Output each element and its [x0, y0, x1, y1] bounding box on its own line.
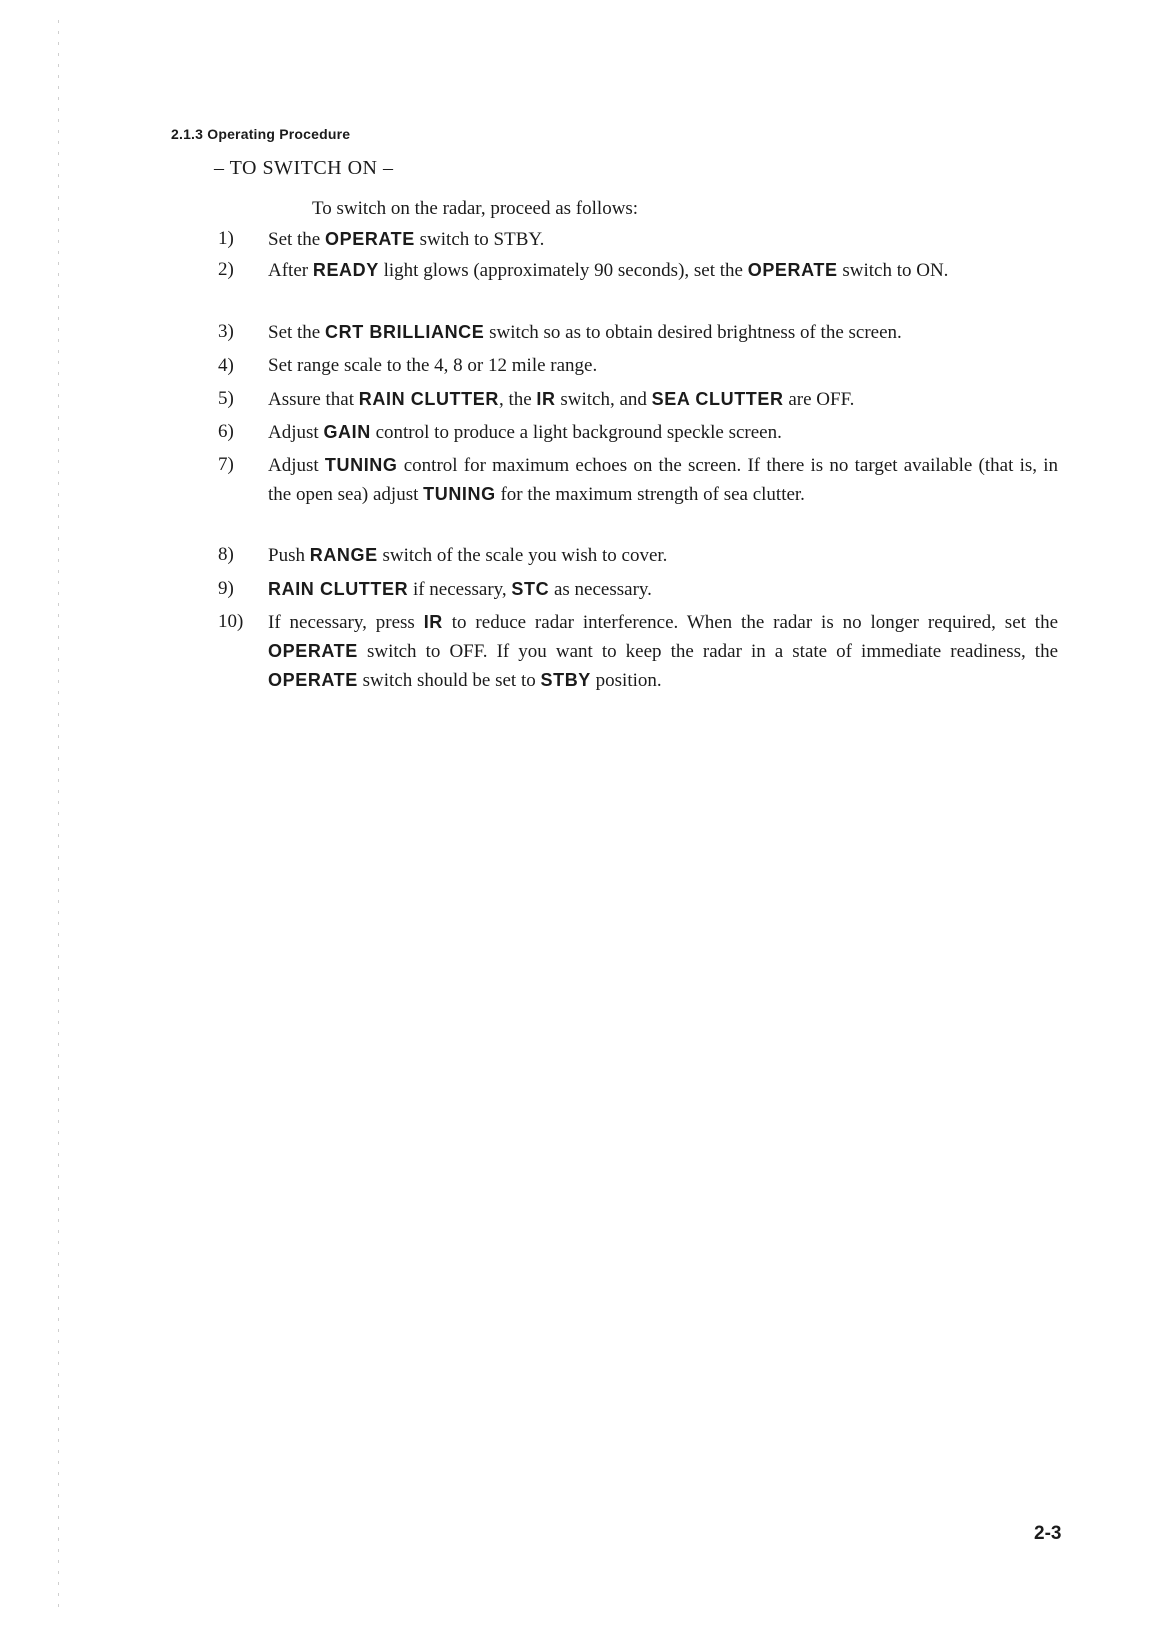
- step-text: [268, 575, 1058, 604]
- text-segment: , the: [498, 389, 537, 410]
- text-segment: switch, and: [555, 389, 652, 410]
- text-segment: control to produce a light background speckle screen.: [370, 422, 782, 443]
- text-segment: position.: [590, 670, 662, 691]
- control-name: IR: [536, 389, 556, 409]
- text-segment: If necessary, press: [268, 612, 424, 633]
- margin-scan-mark: [58, 20, 59, 1615]
- text-segment: switch should be set to: [357, 670, 541, 691]
- text-segment: Push: [268, 545, 310, 566]
- control-name: SEA CLUTTER: [651, 389, 784, 409]
- control-name: STBY: [540, 670, 591, 690]
- control-name: TUNING: [423, 484, 496, 504]
- control-name: TUNING: [324, 455, 398, 475]
- step-text: [268, 385, 1058, 414]
- text-segment: to reduce radar interference. When the radar is no longer required, set the: [442, 612, 1058, 633]
- text-segment: switch to STBY.: [414, 229, 545, 250]
- text-segment: Set the: [268, 322, 325, 343]
- step-text: [268, 256, 1058, 285]
- control-name: RAIN CLUTTER: [268, 579, 409, 599]
- control-name: RAIN CLUTTER: [358, 389, 499, 409]
- step-2: [218, 256, 1058, 285]
- step-6: [218, 418, 1058, 447]
- step-number: 6): [218, 421, 234, 442]
- control-name: OPERATE: [747, 260, 838, 280]
- text-segment: are OFF.: [783, 389, 855, 410]
- text-segment: Set the: [268, 229, 325, 250]
- control-name: STC: [511, 579, 550, 599]
- control-name: READY: [312, 260, 379, 280]
- step-number: 5): [218, 388, 234, 409]
- text-segment: if necessary,: [408, 579, 512, 600]
- step-number: 2): [218, 259, 234, 280]
- step-number: 10): [218, 611, 244, 632]
- step-text: [268, 352, 1058, 380]
- control-name: OPERATE: [325, 229, 415, 249]
- step-text: [268, 451, 1058, 509]
- control-name: OPERATE: [268, 641, 358, 661]
- text-segment: switch to OFF. If you want to keep the radar in a state of immediate readiness, the: [357, 641, 1058, 662]
- step-number: 3): [218, 321, 234, 342]
- step-10: [218, 608, 1058, 695]
- text-segment: for the maximum strength of sea clutter.: [495, 484, 805, 505]
- step-number: 7): [218, 454, 234, 475]
- step-3: [218, 318, 1058, 347]
- text-segment: After: [268, 260, 313, 281]
- intro-text: To switch on the radar, proceed as follows:: [312, 198, 639, 219]
- step-text: [268, 608, 1058, 695]
- page-number: 2-3: [1034, 1523, 1062, 1544]
- control-name: CRT BRILLIANCE: [325, 322, 485, 342]
- control-name: GAIN: [323, 422, 371, 442]
- text-segment: control for maximum echoes on the screen. If there is no target available (that is, in the open sea) adjust: [268, 455, 1058, 505]
- step-5: [218, 385, 1058, 414]
- section-heading: 2.1.3 Operating Procedure: [171, 126, 351, 142]
- step-number: 8): [218, 544, 234, 565]
- step-text: [268, 418, 1058, 447]
- text-segment: light glows (approximately 90 seconds), set the: [378, 260, 748, 281]
- text-segment: Adjust: [268, 422, 324, 443]
- step-8: [218, 541, 1058, 570]
- control-name: OPERATE: [268, 670, 358, 690]
- step-text: [268, 318, 1058, 347]
- control-name: RANGE: [309, 545, 378, 565]
- text-segment: Assure that: [268, 389, 359, 410]
- step-number: 1): [218, 228, 234, 249]
- step-number: 9): [218, 578, 234, 599]
- step-7: [218, 451, 1058, 509]
- text-segment: Adjust: [268, 455, 325, 476]
- step-text: [268, 541, 1058, 570]
- text-segment: switch so as to obtain desired brightness of the screen.: [484, 322, 902, 343]
- control-name: IR: [423, 612, 443, 632]
- step-1: [218, 225, 1058, 254]
- text-segment: Set range scale to the 4, 8 or 12 mile range.: [268, 355, 598, 376]
- text-segment: switch of the scale you wish to cover.: [377, 545, 668, 566]
- step-4: [218, 352, 1058, 380]
- text-segment: as necessary.: [549, 579, 652, 600]
- step-text: [268, 225, 1058, 254]
- subheading: – TO SWITCH ON –: [214, 157, 394, 179]
- text-segment: switch to ON.: [837, 260, 949, 281]
- step-9: [218, 575, 1058, 604]
- step-number: 4): [218, 355, 234, 376]
